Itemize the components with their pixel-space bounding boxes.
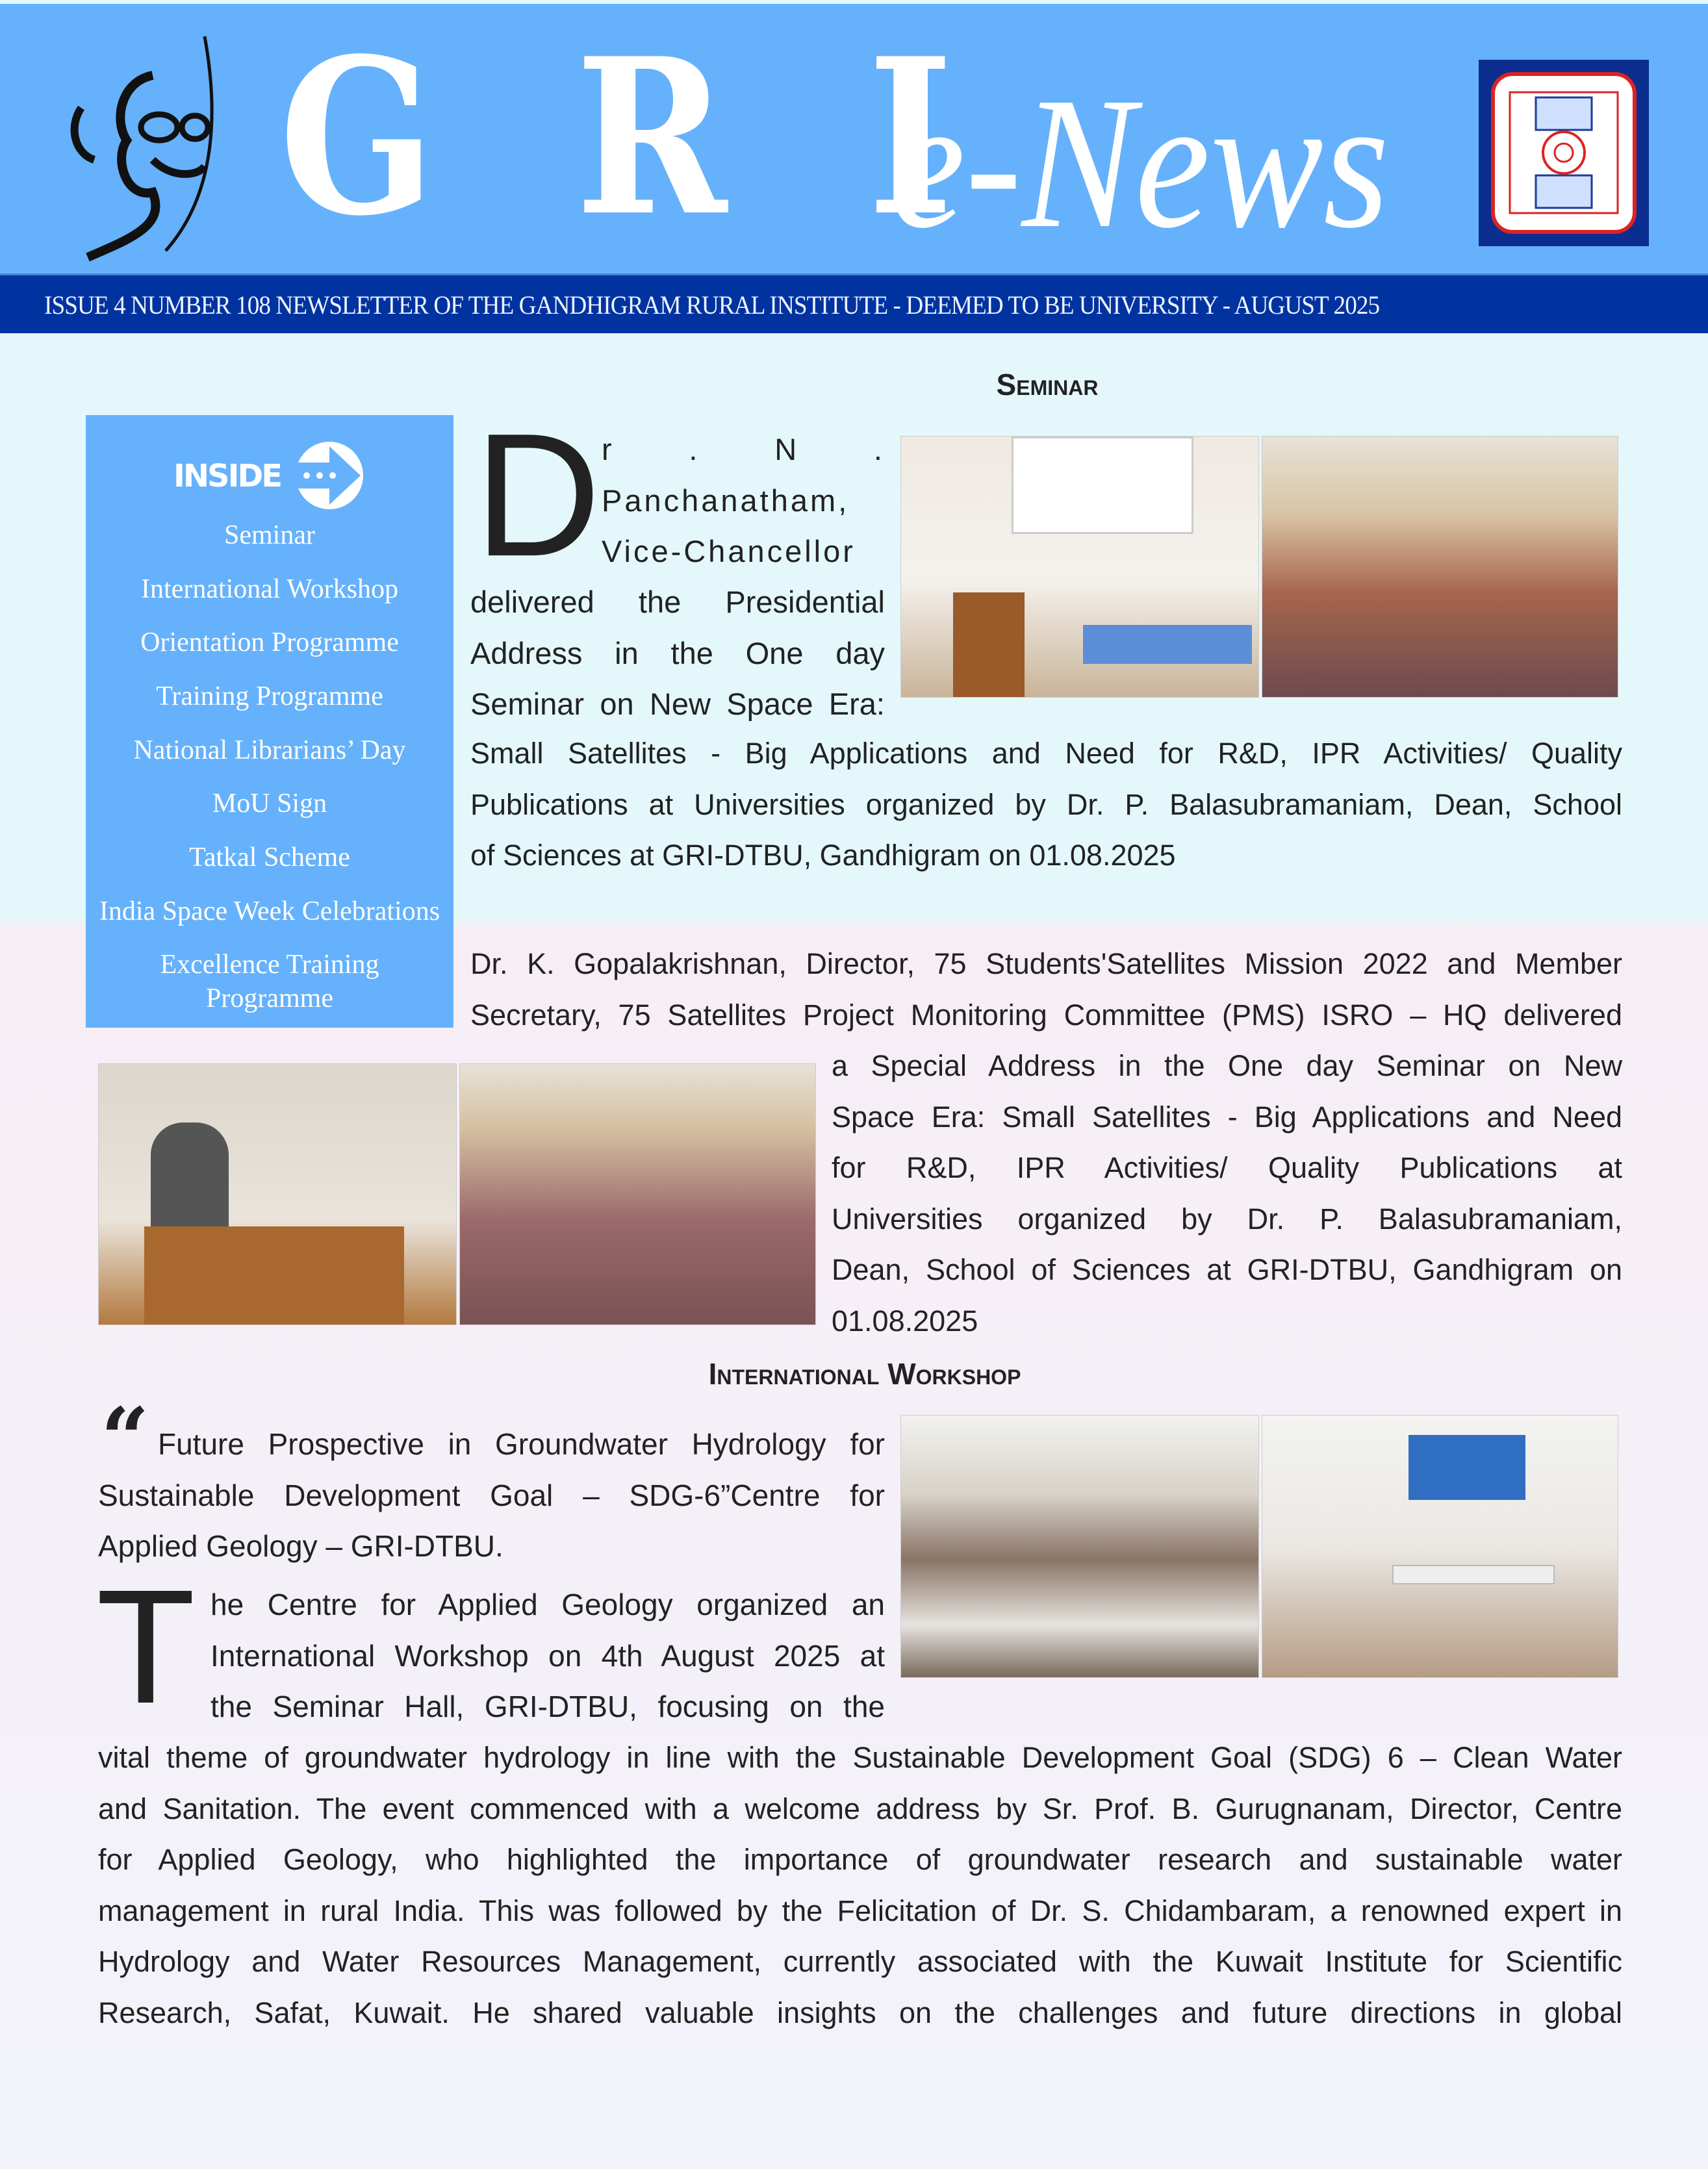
text-line: the Seminar Hall, GRI-DTBU, focusing on the (210, 1690, 885, 1723)
text-line: and Sanitation. The event commenced with a welcome address by Sr. Prof. B. Gurugnanam, Director, Centre (98, 1792, 1622, 1825)
inside-badge (173, 440, 368, 511)
sidebar-item-mou-sign[interactable]: MoU Sign (212, 789, 327, 818)
seminar-para-2-right (832, 1041, 1622, 1347)
text-line: Research, Safat, Kuwait. He shared valuable insights on the challenges and future directions in global (98, 1996, 1622, 2029)
text-line: Vice-Chancellor (602, 534, 856, 568)
gandhi-sketch-icon (55, 30, 244, 270)
text-line: Hydrology and Water Resources Management, currently associated with the Kuwait Institute for Scientific (98, 1945, 1622, 1978)
text-line: management in rural India. This was followed by the Felicitation of Dr. S. Chidambaram, a renowned expert in (98, 1894, 1622, 1927)
seminar-para-1-top (602, 424, 885, 577)
sidebar-item-international-workshop[interactable]: International Workshop (141, 574, 398, 604)
inside-sidebar (86, 415, 453, 1028)
section-heading-seminar: Seminar (996, 368, 1099, 401)
sidebar-item-national-librarians-day[interactable]: National Librarians’ Day (133, 735, 406, 765)
masthead (0, 4, 1708, 273)
drop-cap: T (96, 1556, 196, 1737)
text-line: Space Era: Small Satellites - Big Applications and Need (832, 1100, 1622, 1134)
text-line: Seminar on New Space Era: (470, 687, 885, 721)
quote-icon: “ (101, 1389, 149, 1488)
sidebar-item-tatkal-scheme[interactable]: Tatkal Scheme (189, 843, 350, 872)
drop-cap: D (474, 398, 601, 593)
masthead-title: G R I (279, 11, 992, 263)
institute-logo (1479, 60, 1649, 246)
seminar-para-1-mid (470, 577, 885, 730)
seminar-photo-audience (1262, 436, 1618, 698)
text-line: Address in the One day (470, 635, 885, 670)
sidebar-item-excellence-training-cont[interactable]: Programme (206, 983, 333, 1013)
seminar-para-1-full (470, 728, 1622, 882)
text-line: International Workshop on 4th August 2025 at (210, 1638, 885, 1673)
workshop-quote (98, 1419, 885, 1572)
text-line: Applied Geology – GRI-DTBU. (98, 1529, 503, 1563)
text-line: of Sciences at GRI-DTBU, Gandhigram on 01.08.2025 (470, 839, 1176, 872)
sidebar-item-orientation-programme[interactable]: Orientation Programme (140, 628, 399, 657)
text-line: Dr. K. Gopalakrishnan, Director, 75 Students'Satellites Mission 2022 and Member (470, 947, 1622, 980)
workshop-photo-dais (1262, 1415, 1618, 1678)
text-line: Dean, School of Sciences at GRI-DTBU, Gandhigram on (832, 1253, 1622, 1286)
sidebar-item-training-programme[interactable]: Training Programme (156, 681, 383, 711)
text-line: Panchanatham, (602, 483, 850, 518)
text-line: Publications at Universities organized by Dr. P. Balasubramaniam, Dean, School (470, 787, 1622, 821)
text-line: Universities organized by Dr. P. Balasubramaniam, (832, 1202, 1622, 1236)
text-line: for R&D, IPR Activities/ Quality Publications at (832, 1151, 1622, 1184)
text-line: vital theme of groundwater hydrology in line with the Sustainable Development Goal (SDG) 6 – Clean Water (98, 1741, 1622, 1774)
text-line: for Applied Geology, who highlighted the importance of groundwater research and sustainable water (98, 1843, 1622, 1876)
arrow-right-icon (290, 440, 368, 511)
text-line: Small Satellites - Big Applications and Need for R&D, IPR Activities/ Quality (470, 737, 1622, 770)
workshop-para-full (98, 1732, 1622, 2038)
issue-banner-text: ISSUE 4 NUMBER 108 NEWSLETTER OF THE GANDHIGRAM RURAL INSTITUTE - DEEMED TO BE UNIVERSITY - AUGUST 2025 (44, 290, 1380, 320)
issue-banner (0, 273, 1708, 333)
sidebar-item-seminar[interactable]: Seminar (224, 520, 315, 550)
seminar-photo-students (459, 1063, 816, 1325)
masthead-subtitle: e-News (890, 58, 1390, 267)
seminar-photo-podium (900, 436, 1259, 698)
sidebar-item-excellence-training[interactable]: Excellence Training (160, 950, 379, 980)
text-line: 01.08.2025 (832, 1304, 978, 1338)
text-line: a Special Address in the One day Seminar on New (832, 1049, 1622, 1082)
text-line: Sustainable Development Goal – SDG-6”Centre for (98, 1478, 885, 1512)
text-line: Secretary, 75 Satellites Project Monitoring Committee (PMS) ISRO – HQ delivered (470, 998, 1622, 1032)
section-heading-international-workshop: International Workshop (708, 1357, 1021, 1391)
inside-title: INSIDE (173, 458, 281, 494)
workshop-photo-audience (900, 1415, 1259, 1678)
workshop-para-right (210, 1579, 885, 1732)
text-line: he Centre for Applied Geology organized an (210, 1588, 885, 1621)
text-line: r . N . (602, 432, 885, 466)
text-line: Future Prospective in Groundwater Hydrology for (158, 1427, 885, 1461)
sidebar-item-india-space-week[interactable]: India Space Week Celebrations (99, 896, 440, 926)
seminar-para-2-full (470, 939, 1622, 1041)
text-line: delivered the Presidential (470, 585, 885, 619)
seminar-photo-speaker (98, 1063, 457, 1325)
